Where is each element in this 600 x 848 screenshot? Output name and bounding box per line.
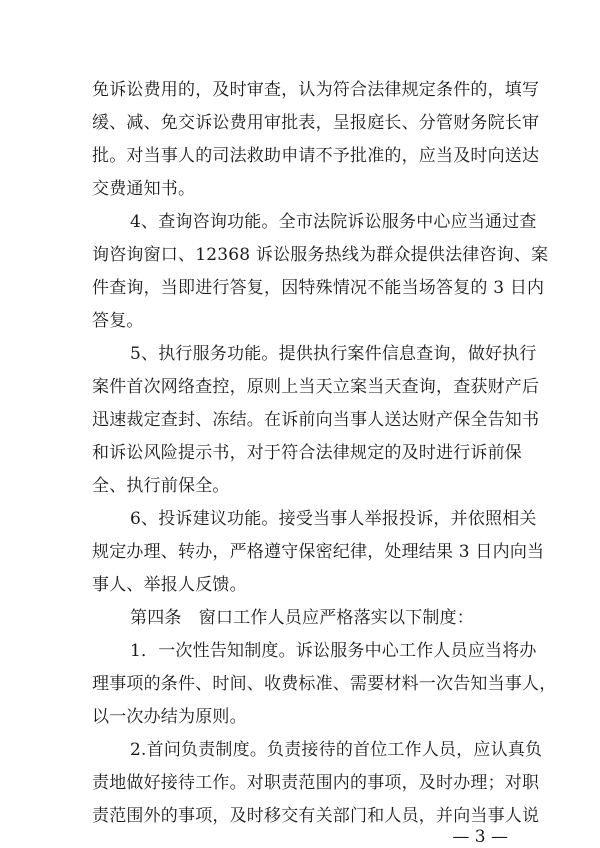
- text-line: 免诉讼费用的，及时审查，认为符合法律规定条件的，填写: [92, 80, 540, 100]
- text-line: 1．一次性告知制度。诉讼服务中心工作人员应当将办: [130, 641, 537, 661]
- text-line: 案件首次网络查控，原则上当天立案当天查询，查获财产后: [92, 377, 540, 397]
- text-line: 以一次办结为原则。: [92, 707, 247, 727]
- page-number: — 3 —: [452, 827, 508, 847]
- text-line: 询咨询窗口、12368 诉讼服务热线为群众提供法律咨询、案: [92, 245, 549, 265]
- text-line: 2.首问负责制度。负责接待的首位工作人员，应认真负: [130, 740, 543, 760]
- article-heading: 第四条 窗口工作人员应严格落实以下制度：: [130, 608, 474, 628]
- text-line: 责地做好接待工作。对职责范围内的事项，及时办理；对职: [92, 773, 540, 793]
- text-line: 批。对当事人的司法救助申请不予批准的，应当及时向送达: [92, 146, 540, 166]
- text-line: 全、执行前保全。: [92, 476, 230, 496]
- text-line: 6、投诉建议功能。接受当事人举报投诉，并依照相关: [130, 509, 537, 529]
- text-line: 答复。: [92, 311, 144, 331]
- text-line: 交费通知书。: [92, 179, 196, 199]
- text-line: 件查询，当即进行答复，因特殊情况不能当场答复的 3 日内: [92, 278, 545, 298]
- text-line: 理事项的条件、时间、收费标准、需要材料一次告知当事人，: [92, 674, 557, 694]
- text-line: 规定办理、转办，严格遵守保密纪律，处理结果 3 日内向当: [92, 542, 545, 562]
- text-line: 缓、减、免交诉讼费用审批表，呈报庭长、分管财务院长审: [92, 113, 540, 133]
- text-line: 5、执行服务功能。提供执行案件信息查询，做好执行: [130, 344, 537, 364]
- text-line: 4、查询咨询功能。全市法院诉讼服务中心应当通过查: [130, 212, 537, 232]
- text-line: 事人、举报人反馈。: [92, 575, 247, 595]
- text-line: 和诉讼风险提示书，对于符合法律规定的及时进行诉前保: [92, 443, 522, 463]
- text-line: 迅速裁定查封、冻结。在诉前向当事人送达财产保全告知书: [92, 410, 540, 430]
- text-line: 责范围外的事项，及时移交有关部门和人员，并向当事人说: [92, 806, 540, 826]
